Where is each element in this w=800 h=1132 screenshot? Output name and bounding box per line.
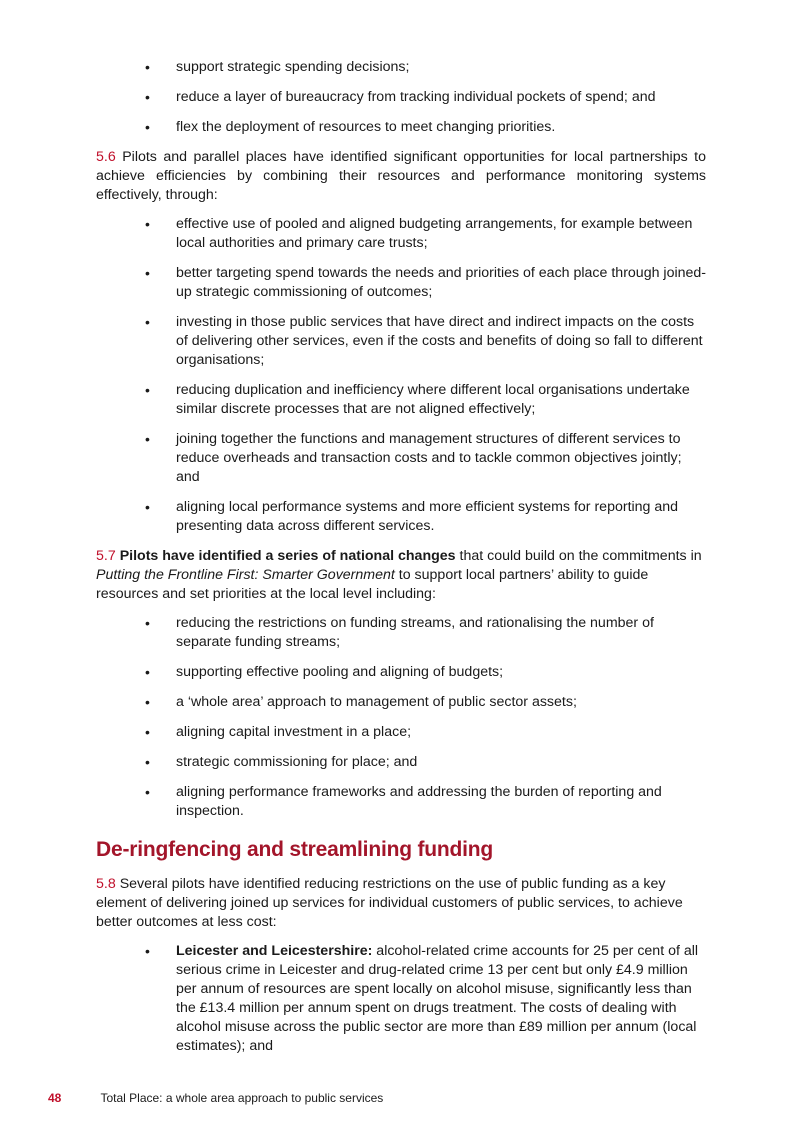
paragraph-text: that could build on the commitments in [455, 548, 702, 564]
paragraph-text: to support local partners’ ability to guide resources and set priorities at the local level including: [96, 567, 649, 602]
bullet-list-5-8 [96, 942, 706, 1056]
place-name: Leicester and Leicestershire: [176, 943, 373, 959]
list-item-text: alcohol-related crime accounts for 25 per cent of all serious crime in Leicester and drug-related crime 13 per cent but only £4.9 million per annum of resources are spent locally on alcohol misuse, significantly less than the £13.4 million per annum spent on drugs treatment. The costs of dealing with alcohol misuse across the public sector are more than £89 million per annum (local estimates); and [176, 943, 699, 1054]
list-item: • support strategic spending decisions; [176, 58, 706, 77]
list-item: • joining together the functions and management structures of different services to reduce overheads and transaction costs and to tackle common objectives jointly; and [176, 430, 706, 487]
paragraph-5-7 [96, 547, 706, 604]
bullet-list-5-7 [96, 614, 706, 821]
paragraph-bold-lead: Pilots have identified a series of national changes [119, 548, 456, 564]
list-item: • a ‘whole area’ approach to management of public sector assets; [176, 693, 706, 712]
list-item: • reducing duplication and inefficiency where different local organisations undertake similar discrete processes that are not aligned effectively; [176, 381, 706, 419]
list-item: • aligning local performance systems and more efficient systems for reporting and presenting data across different services. [176, 498, 706, 536]
paragraph-text: Several pilots have identified reducing restrictions on the use of public funding as a key element of delivering joined up services for individual customers of public services, to achieve better outcomes at less cost: [96, 876, 683, 930]
page-footer [48, 1090, 383, 1106]
list-item: • investing in those public services that have direct and indirect impacts on the costs of delivering other services, even if the costs and benefits of doing so fall to different organisations; [176, 313, 706, 370]
document-title: Total Place: a whole area approach to public services [100, 1091, 384, 1105]
list-item: • effective use of pooled and aligned budgeting arrangements, for example between local authorities and primary care trusts; [176, 215, 706, 253]
list-item: • strategic commissioning for place; and [176, 753, 706, 772]
paragraph-5-8 [96, 875, 706, 932]
list-item: • reduce a layer of bureaucracy from tracking individual pockets of spend; and [176, 88, 706, 107]
page-number: 48 [48, 1091, 62, 1105]
list-item: • reducing the restrictions on funding streams, and rationalising the number of separate funding streams; [176, 614, 706, 652]
paragraph-number: 5.7 [96, 548, 116, 564]
paragraph-text: Pilots and parallel places have identified significant opportunities for local partnerships to achieve efficiencies by combining their resources and performance monitoring systems effectively, through: [96, 149, 706, 203]
list-item [176, 942, 706, 1056]
section-heading: De-ringfencing and streamlining funding [96, 838, 494, 861]
paragraph-5-6 [96, 148, 706, 205]
page-content [96, 58, 706, 1067]
publication-title: Putting the Frontline First: Smarter Government [96, 567, 395, 583]
bullet-list-top [96, 58, 706, 137]
list-item: • aligning performance frameworks and addressing the burden of reporting and inspection. [176, 783, 706, 821]
list-item: • better targeting spend towards the needs and priorities of each place through joined-up strategic commissioning of outcomes; [176, 264, 706, 302]
paragraph-number: 5.8 [96, 876, 116, 892]
list-item: • supporting effective pooling and aligning of budgets; [176, 663, 706, 682]
paragraph-number: 5.6 [96, 149, 116, 165]
list-item: • aligning capital investment in a place; [176, 723, 706, 742]
bullet-list-5-6 [96, 215, 706, 536]
list-item: • flex the deployment of resources to meet changing priorities. [176, 118, 706, 137]
